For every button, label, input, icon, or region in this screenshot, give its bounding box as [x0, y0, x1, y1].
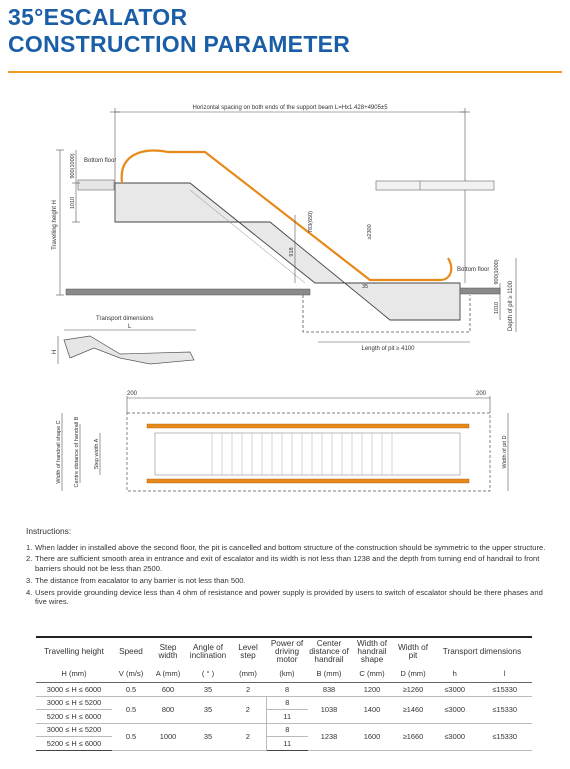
dim-918: 918 [289, 247, 295, 257]
cell-transport-h: ≤3000 [432, 723, 477, 750]
transport-shape [64, 336, 194, 364]
dim-200-left: 200 [127, 391, 138, 397]
table-row [36, 683, 532, 697]
cell-speed: 0.5 [112, 683, 150, 697]
cell-level: 2 [230, 696, 266, 723]
step-width-label: Step width A [94, 438, 100, 470]
width-handrail-shape-label: Width of handrail shape C [56, 420, 62, 484]
width-of-pit-label: Width of pit D [502, 435, 508, 469]
cell-speed: 0.5 [112, 723, 150, 750]
dim-900-left: 900(1000) [70, 153, 76, 179]
cell-transport-l: ≤15330 [477, 696, 532, 723]
dim-2300: ≥2300 [367, 224, 373, 240]
cell-angle: 35 [186, 696, 230, 723]
dim-35: 35 [362, 284, 369, 290]
cell-handrail: 1200 [350, 683, 394, 697]
cell-handrail: 1600 [350, 723, 394, 750]
instruction-item [26, 588, 546, 607]
instruction-number: 3. [26, 575, 33, 585]
instruction-item [26, 576, 546, 586]
lower-floor [66, 289, 310, 295]
upper-floor-slab [78, 180, 114, 190]
instruction-number: 1. [26, 542, 33, 552]
instruction-text: The distance from eacalator to any barrier is not less than 500. [35, 575, 246, 585]
transport-dimensions-label: Transport dimensions [96, 316, 154, 322]
sub-angle: ( ° ) [201, 668, 215, 678]
instruction-number: 2. [26, 554, 33, 564]
cell-pit: ≥1460 [394, 696, 432, 723]
sub-travelling: H (mm) [61, 668, 87, 678]
table-row [36, 723, 532, 737]
length-of-pit-label: Length of pit ≥ 4100 [361, 346, 415, 352]
cell-centre: 1038 [308, 696, 350, 723]
bottom-floor-top-text: Bottom floor [84, 158, 117, 164]
cell-transport-l: ≤15330 [477, 723, 532, 750]
travelling-height-label: Travelling height H [52, 200, 58, 250]
instructions-section [26, 527, 546, 609]
plan-view [62, 396, 508, 491]
col-width-pit: Width of pit [394, 637, 432, 665]
sub-centre: B (mm) [316, 668, 342, 678]
cell-centre: 1238 [308, 723, 350, 750]
title-line-2: CONSTRUCTION PARAMETER [8, 31, 351, 57]
cell-height: 3000 ≤ H ≤ 5200 [36, 696, 112, 710]
sub-h: h [452, 668, 457, 678]
sub-step: A (mm) [155, 668, 181, 678]
cell-height: 3000 ≤ H ≤ 6000 [36, 683, 112, 697]
cell-pit: ≥1260 [394, 683, 432, 697]
cell-transport-h: ≤3000 [432, 696, 477, 723]
bottom-floor-top-label [84, 158, 116, 164]
cell-power: 11 [266, 710, 308, 724]
instruction-item [26, 554, 546, 573]
sub-l: l [503, 668, 506, 678]
cell-angle: 35 [186, 683, 230, 697]
title-line-1: 35°ESCALATOR [8, 4, 188, 30]
dim-900-right: 900(1000) [494, 259, 500, 285]
escalator-truss [115, 183, 460, 320]
col-centre: Center distance of handrail [309, 638, 349, 664]
cell-transport-h: ≤3000 [432, 683, 477, 697]
dim-200-right: 200 [476, 391, 487, 397]
cell-step: 600 [150, 683, 186, 697]
cell-level: 2 [230, 683, 266, 697]
cell-height: 5200 ≤ H ≤ 6000 [36, 710, 112, 724]
table-row [36, 696, 532, 710]
sub-width-pit: D (mm) [400, 668, 426, 678]
cell-height: 5200 ≤ H ≤ 6000 [36, 737, 112, 751]
cell-angle: 35 [186, 723, 230, 750]
cell-height: 3000 ≤ H ≤ 5200 [36, 723, 112, 737]
instruction-text: There are sufficient smooth area in entrance and exit of escalator and its width is not less than 1238 and the depth from turning end of handrail to front barriers should not be less than 2500. [35, 554, 540, 573]
instruction-text: Users provide grounding device less than 4 ohm of resistance and power supply is provided by users to switch of escalator should be there phases and five wires. [35, 587, 543, 607]
sub-width-handrail: C (mm) [359, 668, 385, 678]
instruction-item [26, 543, 546, 553]
instructions-heading: Instructions: [26, 526, 72, 536]
instructions-list [26, 543, 546, 607]
sub-power: (km) [279, 668, 295, 678]
transport-l-label: L [128, 324, 132, 330]
depth-of-pit-label: Depth of pit ≥ 1100 [508, 280, 514, 332]
cell-power: 8 [266, 723, 308, 737]
cell-speed: 0.5 [112, 696, 150, 723]
col-travelling-height: Travelling height [36, 637, 112, 665]
spec-table [36, 636, 532, 751]
col-transport: Transport dimensions [432, 637, 532, 665]
sub-speed: V (m/s) [118, 668, 144, 678]
dim-1010-left: 1010 [70, 196, 76, 210]
col-speed: Speed [112, 637, 150, 665]
col-level-step: Level step [230, 637, 266, 665]
cell-level: 2 [230, 723, 266, 750]
cell-power: 11 [266, 737, 308, 751]
dim-783: 783(650) [308, 210, 314, 234]
cell-step: 1000 [150, 723, 186, 750]
cell-centre: 838 [308, 683, 350, 697]
cell-pit: ≥1660 [394, 723, 432, 750]
bottom-floor-bottom-label: Bottom floor [457, 267, 490, 273]
sub-level: (mm) [239, 668, 257, 678]
dim-1010-right: 1010 [494, 301, 500, 315]
cell-step: 800 [150, 696, 186, 723]
cell-transport-l: ≤15330 [477, 683, 532, 697]
cell-power: 8 [266, 696, 308, 710]
cell-handrail: 1400 [350, 696, 394, 723]
transport-h-label: H [52, 349, 58, 355]
col-power: Power of driving motor [266, 637, 308, 665]
centre-distance-label: Centre distance of handrail B [74, 416, 80, 488]
upper-beam [376, 181, 494, 190]
col-width-handrail: Width of handrail shape [350, 637, 394, 665]
instruction-number: 4. [26, 587, 33, 597]
instruction-text: When ladder in installed above the second floor, the pit is cancelled and bottom structure of the construction should be symmetric to the upper structure. [35, 542, 546, 552]
col-step-width: Step width [150, 637, 186, 665]
cell-power: 8 [266, 683, 308, 697]
top-span-label: Horizontal spacing on both ends of the support beam L=Hx1.428+4905±5 [192, 105, 388, 111]
col-angle: Angle of inclination [186, 637, 230, 665]
